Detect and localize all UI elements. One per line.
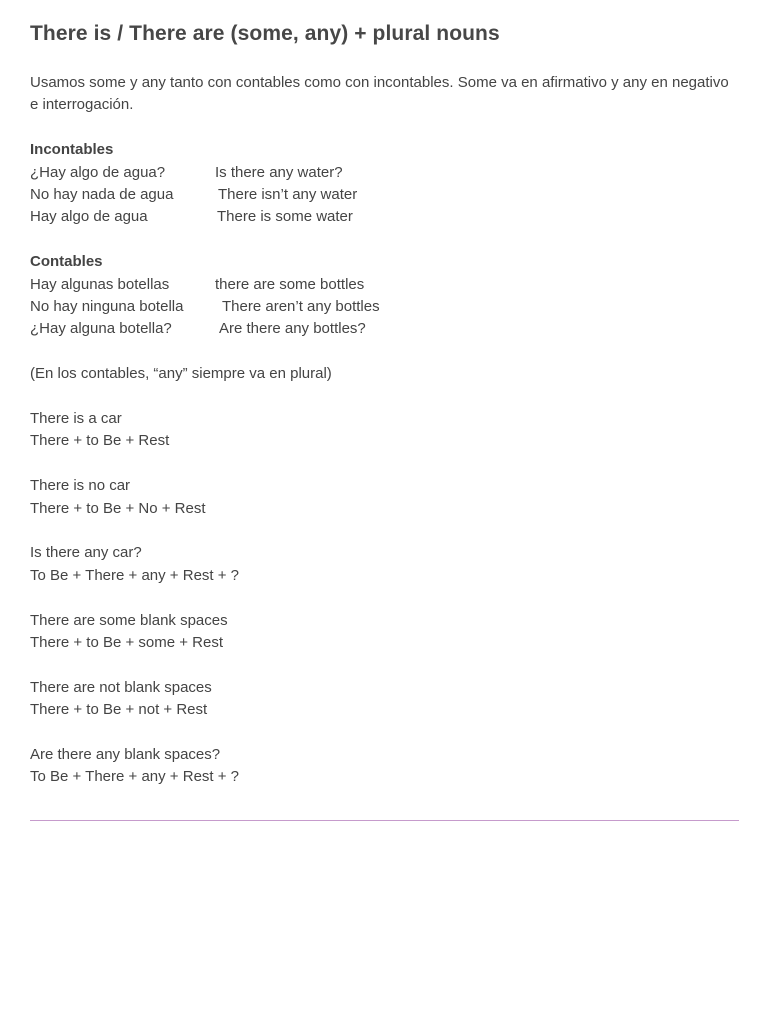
note-content <box>30 18 739 789</box>
spanish-phrase: ¿Hay algo de agua? <box>30 163 166 181</box>
example-block <box>30 677 739 722</box>
contables-section <box>30 251 739 341</box>
english-phrase: There aren’t any bottles <box>222 298 380 316</box>
plural-note: (En los contables, “any” siempre va en plural) <box>30 365 332 383</box>
example-formula: To Be + There + any + Rest + ? <box>30 566 240 584</box>
example-block <box>30 408 739 453</box>
intro-paragraph: Usamos some y any tanto con contables como con incontables. Some va en afirmativo y any en negativo e interrogación. <box>30 74 729 114</box>
english-phrase: there are some bottles <box>215 275 365 293</box>
contables-row <box>30 318 739 340</box>
spanish-phrase: No hay nada de agua <box>30 186 174 204</box>
spanish-phrase: Hay algo de agua <box>30 208 148 226</box>
example-formula: To Be + There + any + Rest + ? <box>30 768 240 786</box>
english-phrase: There isn’t any water <box>218 186 358 204</box>
english-phrase: There is some water <box>217 208 353 226</box>
example-sentence: Is there any car? <box>30 544 142 562</box>
spanish-phrase: ¿Hay alguna botella? <box>30 320 172 338</box>
example-sentence: There is no car <box>30 477 131 495</box>
incontables-section <box>30 139 739 229</box>
example-sentence: There is a car <box>30 410 122 428</box>
contables-row <box>30 296 739 318</box>
example-block <box>30 542 739 587</box>
incontables-heading: Incontables <box>30 141 114 159</box>
example-sentence: There are not blank spaces <box>30 678 212 696</box>
example-sentence: Are there any blank spaces? <box>30 746 221 764</box>
incontables-row <box>30 184 739 206</box>
example-formula: There + to Be + No + Rest <box>30 499 206 517</box>
incontables-row <box>30 162 739 184</box>
contables-heading: Contables <box>30 253 103 271</box>
spanish-phrase: No hay ninguna botella <box>30 298 184 316</box>
contables-row <box>30 274 739 296</box>
example-block <box>30 475 739 520</box>
note-title: There is / There are (some, any) + plural nouns <box>30 22 500 45</box>
example-formula: There + to Be + not + Rest <box>30 701 208 719</box>
english-phrase: Are there any bottles? <box>219 320 366 338</box>
example-sentence: There are some blank spaces <box>30 611 228 629</box>
example-block <box>30 610 739 655</box>
divider-line <box>30 820 739 821</box>
example-block <box>30 744 739 789</box>
english-phrase: Is there any water? <box>215 163 343 181</box>
example-formula: There + to Be + Rest <box>30 432 170 450</box>
incontables-row <box>30 206 739 228</box>
example-formula: There + to Be + some + Rest <box>30 634 224 652</box>
spanish-phrase: Hay algunas botellas <box>30 275 170 293</box>
